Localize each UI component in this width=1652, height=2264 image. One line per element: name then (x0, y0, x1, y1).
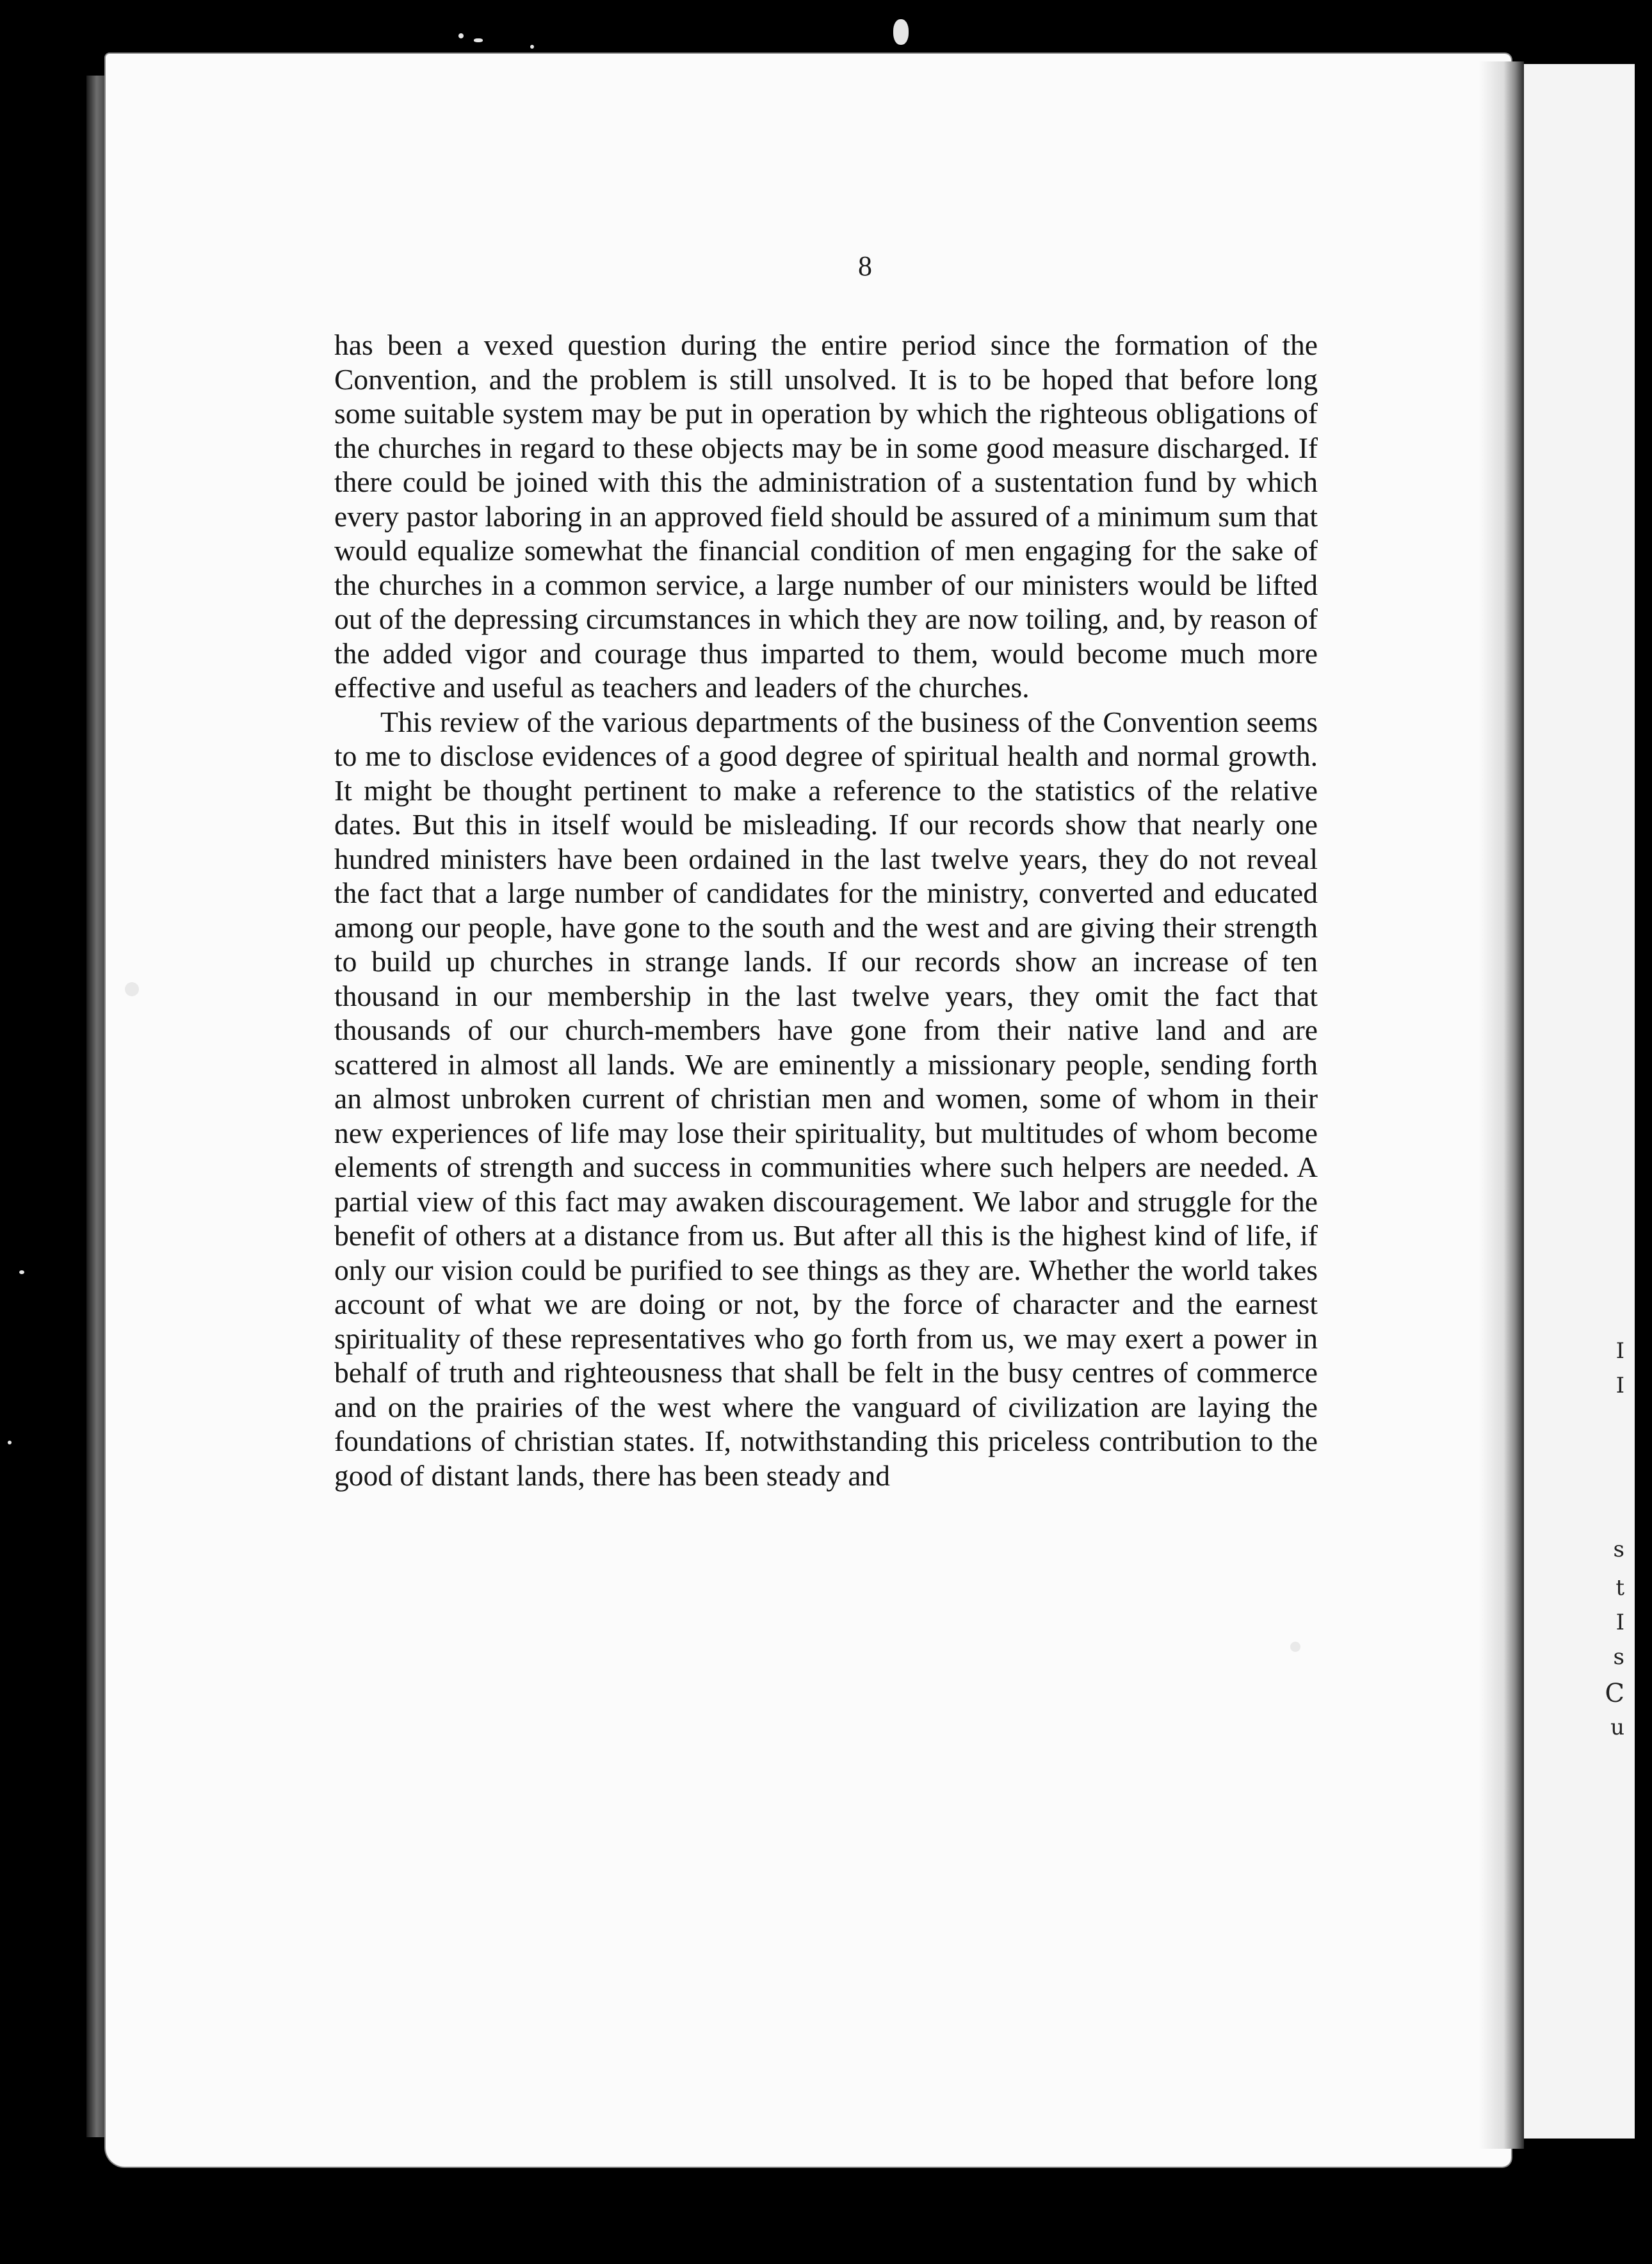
dust-speck (458, 33, 464, 38)
adjacent-page-letter: u (1610, 1715, 1624, 1740)
page-number: 8 (858, 250, 872, 282)
paragraph: This review of the various departments of the business of the Convention seems to me to disclose evidences of a good degree of spiritual health and normal growth. It might be thought pertinent to make a reference to the statistics of the relative dates. But this in itself would be misleading. If our records show that nearly one hundred ministers have been ordained in the last twelve years, they do not reveal the fact that a large number of candidates for the ministry, converted and educated among our people, have gone to the south and the west and are giving their strength to build up churches in strange lands. If our records show an increase of ten thousand in our membership in the last twelve years, they omit the fact that thousands of our church-members have gone from their native land and are scattered in almost all lands. We are eminently a missionary people, sending forth an almost unbroken current of christian men and women, some of whom in their new experiences of life may lose their spirituality, but multitudes of whom become elements of strength and success in communities where such helpers are needed. A partial view of this fact may awaken discouragement. We labor and struggle for the benefit of others at a distance from us. But after all this is the highest kind of life, if only our vision could be purified to see things as they are. Whether the world takes account of what we are doing or not, by the force of character and the earnest spirituality of these representatives who go forth from us, we may exert a power in behalf of truth and righteousness that shall be felt in the busy centres of commerce and on the prairies of the west where the vanguard of civilization are laying the foundations of christian states. If, notwithstanding this priceless contribution to the good of distant lands, there has been steady and (334, 705, 1318, 1492)
paper-blemish (125, 982, 139, 996)
dust-speck (893, 19, 909, 45)
dust-speck (19, 1270, 24, 1274)
adjacent-page-edge (1505, 64, 1635, 2139)
adjacent-page-letter: s (1613, 1644, 1624, 1670)
page-gutter-shadow (1479, 61, 1524, 2149)
adjacent-page-letter: t (1616, 1575, 1624, 1601)
paper-blemish (1290, 1642, 1300, 1652)
body-text (334, 328, 1318, 1492)
adjacent-page-letter: I (1616, 1373, 1624, 1398)
dust-speck (474, 38, 483, 42)
dust-speck (530, 45, 534, 49)
adjacent-page-letter: s (1613, 1537, 1624, 1562)
paragraph: has been a vexed question during the entire period since the formation of the Convention, and the problem is still unsolved. It is to be hoped that before long some suitable system may be put in operation by which the righteous obligations of the churches in regard to these objects may be in some good measure discharged. If there could be joined with this the administration of a sustentation fund by which every pastor laboring in an approved field should be assured of a minimum sum that would equalize somewhat the financial condition of men engaging for the sake of the churches in a common service, a large number of our ministers would be lifted out of the depressing circumstances in which they are now toiling, and, by reason of the added vigor and courage thus imparted to them, would become much more effective and useful as teachers and leaders of the churches. (334, 328, 1318, 704)
adjacent-page-letter: I (1616, 1338, 1624, 1364)
dust-speck (8, 1441, 12, 1444)
adjacent-page-letter: C (1605, 1679, 1624, 1708)
adjacent-page-letter: I (1616, 1610, 1624, 1635)
